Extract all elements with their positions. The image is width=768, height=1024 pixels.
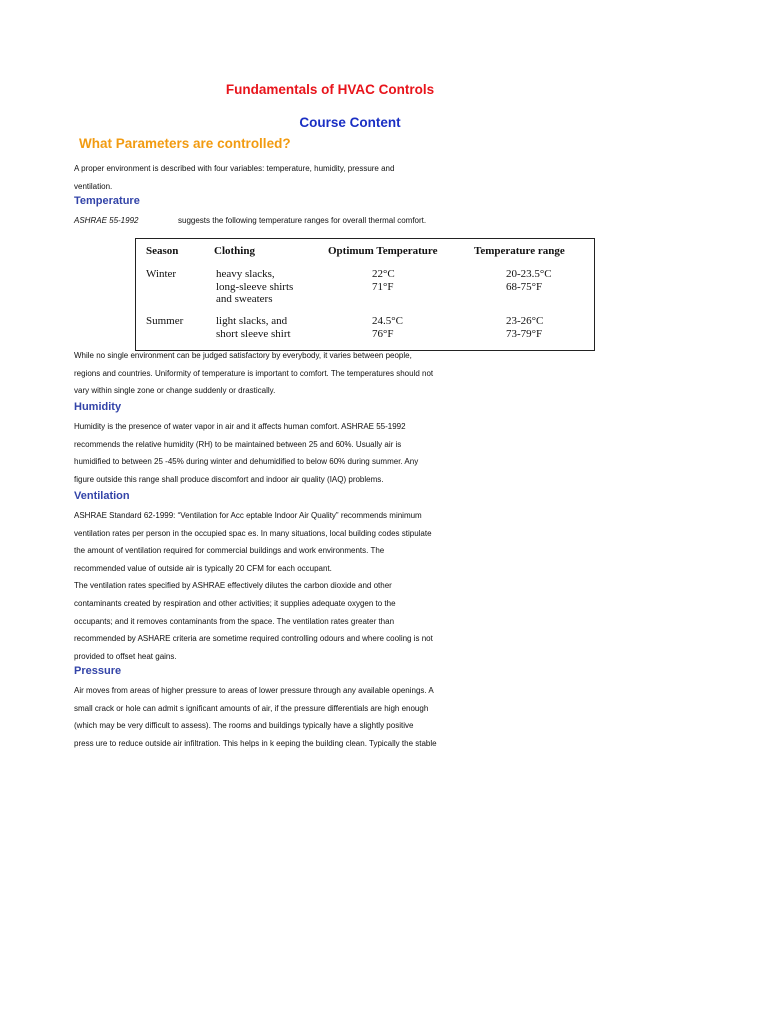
pressure-heading: Pressure [74, 665, 122, 677]
paragraph-line: the amount of ventilation required for commercial buildings and work environments. The [74, 546, 385, 556]
temperature-paragraph [74, 347, 544, 400]
table-header-range: Temperature range [474, 245, 565, 257]
paragraph-line: recommends the relative humidity (RH) to be maintained between 25 and 60%. Usually air is [74, 439, 402, 449]
paragraph-line: occupants; and it removes contaminants from the space. The ventilation rates greater than [74, 616, 395, 626]
paragraph-line: vary within single zone or change suddenly or drastically. [74, 386, 276, 396]
table-cell-clothing: heavy slacks, [216, 268, 275, 280]
paragraph-line: figure outside this range shall produce discomfort and indoor air quality (IAQ) problems. [74, 474, 384, 484]
humidity-heading: Humidity [74, 401, 122, 413]
table-cell-optimum: 76°F [372, 327, 394, 340]
ventilation-heading: Ventilation [74, 490, 130, 502]
table-header-optimum: Optimum Temperature [328, 245, 438, 257]
paragraph-line: The ventilation rates specified by ASHRAE effectively dilutes the carbon dioxide and other [74, 581, 392, 591]
table-cell-clothing: long-sleeve shirts [216, 280, 294, 293]
paragraph-line: small crack or hole can admit s ignificant amounts of air, if the pressure differentials are high enough [74, 703, 429, 713]
paragraph-line: recommended value of outside air is typically 20 CFM for each occupant. [74, 563, 332, 573]
temperature-table [135, 238, 595, 351]
document-subtitle: Course Content [299, 115, 401, 130]
paragraph-line: humidified to between 25 -45% during winter and dehumidified to below 60% during summer. Any [74, 457, 419, 467]
pressure-paragraph [74, 682, 544, 752]
table-cell-range: 20-23.5°C [506, 268, 552, 280]
paragraph-line: ventilation rates per person in the occupied spac es. In many situations, local building codes stipulate [74, 528, 432, 538]
intro-paragraph [74, 160, 544, 195]
humidity-paragraph [74, 418, 544, 488]
paragraph-line: provided to offset heat gains. [74, 651, 177, 661]
paragraph-line: press ure to reduce outside air infiltration. This helps in k eeping the building clean. Typically the stable [74, 738, 437, 748]
table-cell-season: Summer [146, 315, 184, 327]
temperature-heading: Temperature [74, 195, 140, 207]
ashrae-suggests-text: suggests the following temperature ranges for overall thermal comfort. [178, 216, 427, 225]
table-header-clothing: Clothing [214, 245, 255, 257]
table-cell-range: 73-79°F [506, 327, 543, 340]
table-cell-range: 23-26°C [506, 315, 544, 327]
question-heading: What Parameters are controlled? [79, 136, 291, 151]
table-cell-clothing: short sleeve shirt [216, 327, 291, 340]
intro-line: A proper environment is described with four variables: temperature, humidity, pressure and [74, 164, 395, 173]
table-cell-optimum: 71°F [372, 280, 394, 293]
intro-line: ventilation. [74, 181, 113, 191]
table-cell-optimum: 24.5°C [372, 315, 403, 327]
ashrae-standard-ref: ASHRAE 55-1992 [74, 216, 139, 225]
table-cell-optimum: 22°C [372, 268, 395, 280]
table-cell-season: Winter [146, 268, 177, 280]
table-header-season: Season [146, 245, 179, 257]
paragraph-line: regions and countries. Uniformity of temperature is important to comfort. The temperatures should not [74, 368, 434, 378]
table-cell-range: 68-75°F [506, 280, 543, 293]
document-title: Fundamentals of HVAC Controls [225, 82, 435, 97]
table-cell-clothing: light slacks, and [216, 315, 288, 327]
paragraph-line: While no single environment can be judged satisfactory by everybody, it varies between people, [74, 351, 412, 360]
paragraph-line: recommended by ASHARE criteria are sometime required controlling odours and where cooling is not [74, 634, 433, 644]
paragraph-line: ASHRAE Standard 62-1999: “Ventilation for Acc eptable Indoor Air Quality” recommends minimum [74, 511, 422, 520]
ashrae-standard-line [74, 216, 427, 225]
ventilation-paragraph [74, 507, 544, 665]
paragraph-line: contaminants created by respiration and other activities; it supplies adequate oxygen to the [74, 598, 396, 608]
paragraph-line: (which may be very difficult to assess). The rooms and buildings typically have a slightly positive [74, 721, 414, 731]
table-cell-clothing: and sweaters [216, 293, 273, 305]
paragraph-line: Air moves from areas of higher pressure to areas of lower pressure through any available openings. A [74, 686, 434, 695]
paragraph-line: Humidity is the presence of water vapor in air and it affects human comfort. ASHRAE 55-1992 [74, 422, 406, 431]
